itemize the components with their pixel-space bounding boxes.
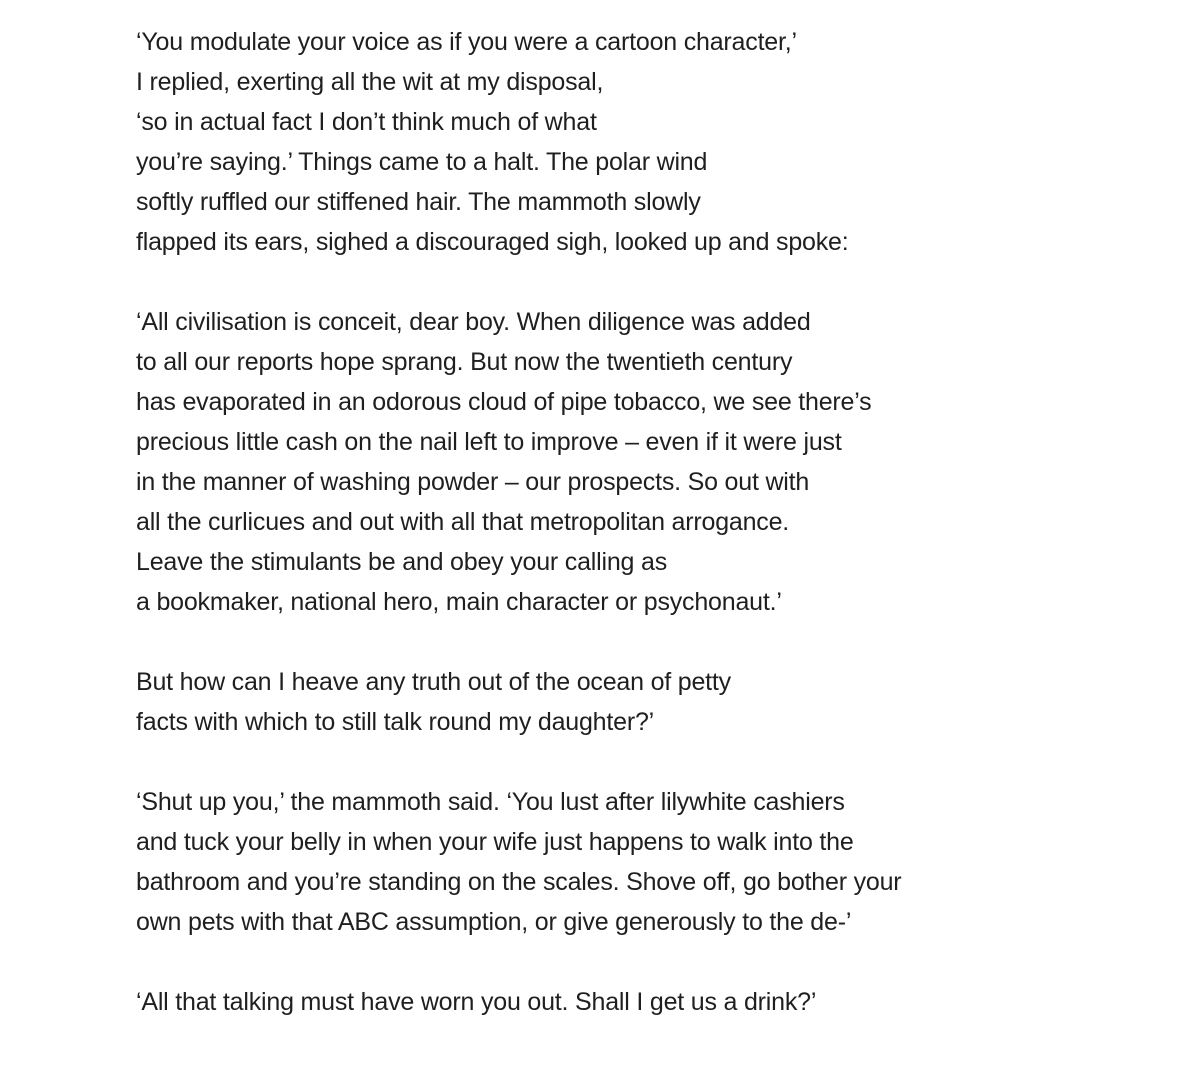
stanza-5 <box>136 982 1136 1022</box>
stanza-4 <box>136 782 1136 942</box>
stanza-1 <box>136 22 1136 262</box>
poem-line: facts with which to still talk round my daughter?’ <box>136 708 655 736</box>
stanza-3 <box>136 662 1136 742</box>
poem-line: softly ruffled our stiffened hair. The mammoth slowly <box>136 188 701 216</box>
poem-line: and tuck your belly in when your wife just happens to walk into the <box>136 828 854 856</box>
poem-line: has evaporated in an odorous cloud of pipe tobacco, we see there’s <box>136 388 872 416</box>
poem-line: a bookmaker, national hero, main character or psychonaut.’ <box>136 588 782 616</box>
poem-line: ‘You modulate your voice as if you were a cartoon character,’ <box>136 28 797 56</box>
poem-line: ‘Shut up you,’ the mammoth said. ‘You lust after lilywhite cashiers <box>136 788 845 816</box>
stanza-2 <box>136 302 1136 622</box>
poem-line: flapped its ears, sighed a discouraged sigh, looked up and spoke: <box>136 228 849 256</box>
poem-line: ‘All that talking must have worn you out. Shall I get us a drink?’ <box>136 988 817 1016</box>
poem-line: Leave the stimulants be and obey your calling as <box>136 548 668 576</box>
poem-line: in the manner of washing powder – our prospects. So out with <box>136 468 810 496</box>
poem-line: precious little cash on the nail left to improve – even if it were just <box>136 428 842 456</box>
poem-line: I replied, exerting all the wit at my disposal, <box>136 68 604 96</box>
poem-line: to all our reports hope sprang. But now the twentieth century <box>136 348 793 376</box>
poem-line: you’re saying.’ Things came to a halt. The polar wind <box>136 148 708 176</box>
poem-line: all the curlicues and out with all that metropolitan arrogance. <box>136 508 790 536</box>
poem-line: ‘All civilisation is conceit, dear boy. When diligence was added <box>136 308 811 336</box>
poem-line: But how can I heave any truth out of the ocean of petty <box>136 668 731 696</box>
poem-line: ‘so in actual fact I don’t think much of what <box>136 108 597 136</box>
poem-body <box>136 22 1136 1022</box>
poem-line: own pets with that ABC assumption, or give generously to the de-’ <box>136 908 852 936</box>
poem-line: bathroom and you’re standing on the scales. Shove off, go bother your <box>136 868 902 896</box>
